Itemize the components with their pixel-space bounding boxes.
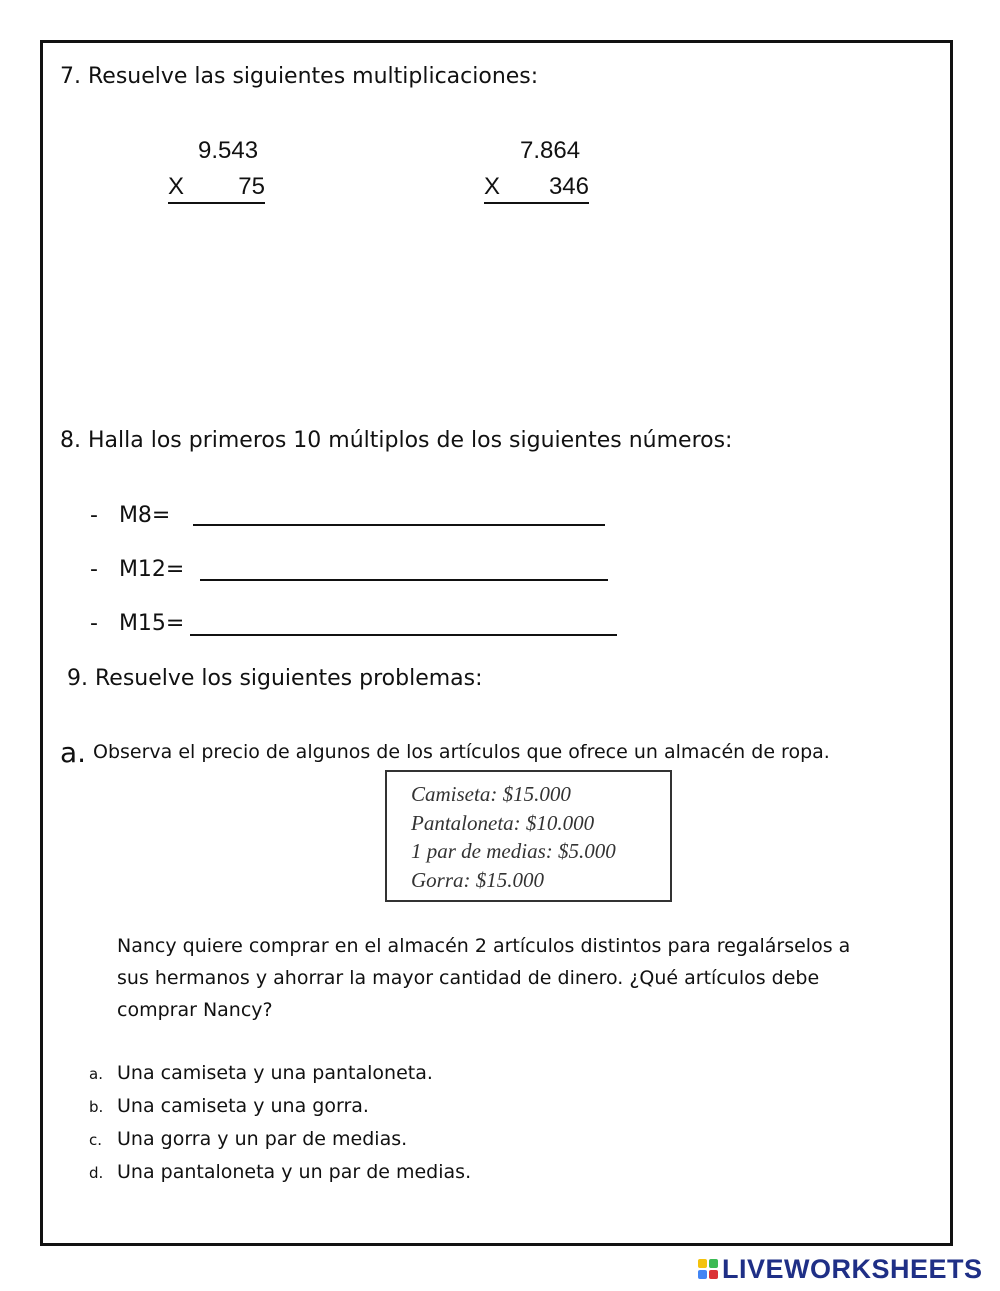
option-letter: a. <box>89 1065 103 1083</box>
op1-sign: X <box>168 173 185 200</box>
problem-line: sus hermanos y ahorrar la mayor cantidad de dinero. ¿Qué artículos debe <box>117 967 820 989</box>
m15-label: M15= <box>118 611 185 636</box>
m15-answer-line[interactable] <box>190 634 617 636</box>
option-text: Una pantaloneta y un par de medias. <box>117 1161 472 1183</box>
option-text: Una camiseta y una gorra. <box>117 1095 369 1117</box>
problem-statement <box>117 930 850 1026</box>
option-d[interactable] <box>89 1156 471 1189</box>
price-item: 1 par de medias: $5.000 <box>411 839 616 863</box>
logo-square-yellow <box>698 1259 707 1268</box>
option-c[interactable] <box>89 1123 471 1156</box>
op2-top: 7.864 <box>520 137 581 164</box>
option-text: Una camiseta y una pantaloneta. <box>117 1062 433 1084</box>
m12-answer-line[interactable] <box>200 579 608 581</box>
m8-bullet: - <box>90 503 98 528</box>
m8-answer-line[interactable] <box>193 524 605 526</box>
option-letter: d. <box>89 1164 104 1182</box>
option-a[interactable] <box>89 1057 471 1090</box>
logo-square-blue <box>698 1270 707 1279</box>
liveworksheets-brand[interactable] <box>698 1255 983 1283</box>
m12-row <box>90 557 184 582</box>
m12-bullet: - <box>90 557 98 582</box>
liveworksheets-logo-icon <box>698 1259 718 1279</box>
option-text: Una gorra y un par de medias. <box>117 1128 408 1150</box>
op1-bottom: 75 <box>238 173 265 200</box>
logo-square-green <box>709 1259 718 1268</box>
option-letter: c. <box>89 1131 103 1149</box>
op2-sign: X <box>484 173 501 200</box>
option-letter: b. <box>89 1098 104 1116</box>
op2-bottom-row <box>484 173 589 204</box>
price-item: Pantaloneta: $10.000 <box>411 810 595 835</box>
m8-label: M8= <box>118 503 171 528</box>
problem-line: Nancy quiere comprar en el almacén 2 artículos distintos para regalárselos a <box>117 935 851 957</box>
part-a-text: Observa el precio de algunos de los artículos que ofrece un almacén de ropa. <box>93 741 830 763</box>
logo-square-red <box>709 1270 718 1279</box>
price-item: Gorra: $15.000 <box>411 867 545 892</box>
q9-title: 9. Resuelve los siguientes problemas: <box>67 666 483 691</box>
m8-row <box>90 503 170 528</box>
m15-bullet: - <box>90 611 98 636</box>
problem-line: comprar Nancy? <box>117 999 273 1021</box>
op1-top: 9.543 <box>198 137 259 164</box>
options-list <box>89 1057 471 1189</box>
option-b[interactable] <box>89 1090 471 1123</box>
q7-title: 7. Resuelve las siguientes multiplicaciones: <box>60 64 539 89</box>
m15-row <box>90 611 184 636</box>
op2-bottom: 346 <box>548 173 589 200</box>
q8-title: 8. Halla los primeros 10 múltiplos de los siguientes números: <box>60 428 733 453</box>
price-item: Camiseta: $15.000 <box>411 782 571 806</box>
m12-label: M12= <box>118 557 185 582</box>
price-list-box <box>385 770 672 902</box>
op1-bottom-row <box>168 173 265 204</box>
part-a-letter: a. <box>60 736 87 769</box>
brand-name: LIVEWORKSHEETS <box>722 1253 983 1284</box>
